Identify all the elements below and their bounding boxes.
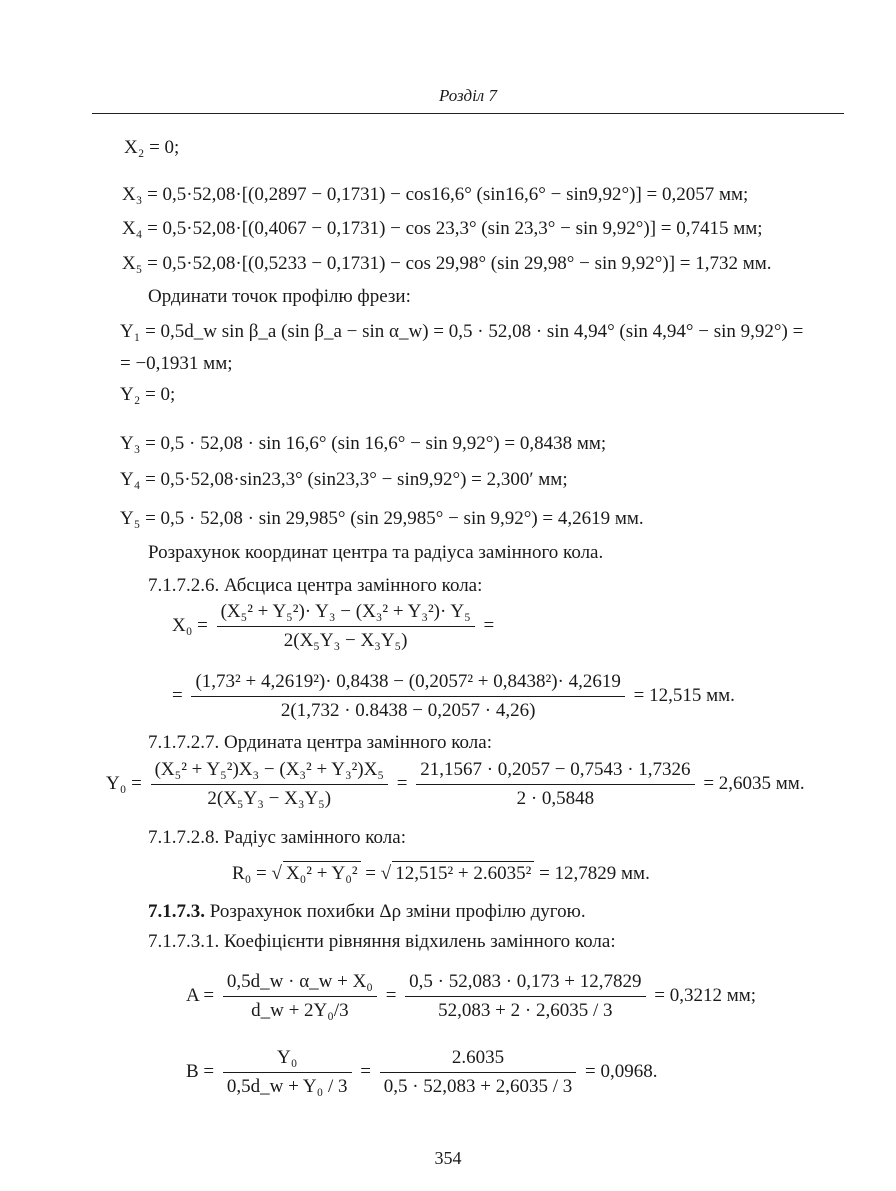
- eq-x5: X₅ = 0,5·52,08·[(0,5233 − 0,1731) − cos 29,98° (sin 29,98° − sin 9,92°)] = 1,732 мм.: [122, 253, 772, 274]
- eq-a: [186, 970, 756, 1023]
- x0b-result: = 12,515 мм.: [633, 684, 735, 706]
- running-header: Розділ 7: [439, 86, 497, 105]
- a-numerator-general: 0,5d_w · α_w + X₀: [223, 970, 377, 997]
- eq-y5: Y₅ = 0,5 · 52,08 · sin 29,985° (sin 29,985° − sin 9,92°) = 4,2619 мм.: [120, 508, 644, 529]
- r0-equals: =: [365, 863, 377, 884]
- r0-radicand-numeric: 12,515² + 2.6035²: [392, 861, 534, 886]
- eq-y3: Y₃ = 0,5 · 52,08 · sin 16,6° (sin 16,6° − sin 9,92°) = 0,8438 мм;: [120, 433, 607, 454]
- a-fraction-general: [223, 970, 377, 1023]
- eq-x0-numeric: [172, 670, 735, 723]
- eq-y2: Y₂ = 0;: [120, 384, 176, 405]
- section-7-1-7-3-title: Розрахунок похибки Δρ зміни профілю дугою.: [205, 901, 586, 922]
- section-7-1-7-2-8: 7.1.7.2.8. Радіус замінного кола:: [148, 827, 406, 848]
- eq-x3: X₃ = 0,5·52,08·[(0,2897 − 0,1731) − cos16,6° (sin16,6° − sin9,92°)] = 0,2057 мм;: [122, 184, 749, 205]
- y0-fraction-general: [151, 758, 388, 811]
- eq-x4: X₄ = 0,5·52,08·[(0,4067 − 0,1731) − cos 23,3° (sin 23,3° − sin 9,92°)] = 0,7415 мм;: [122, 218, 763, 239]
- b-lhs: B =: [186, 1060, 215, 1082]
- x0-fraction: [217, 600, 475, 653]
- b-denominator-general: 0,5d_w + Y₀ / 3: [226, 1076, 348, 1097]
- eq-x0-general: [172, 600, 494, 653]
- eq-x2: X₂ = 0;: [124, 137, 180, 158]
- y0-numerator-general: (X₅² + Y₅²)X₃ − (X₃² + Y₃²)X₅: [151, 758, 388, 785]
- y0-denominator-general: 2(X₅Y₃ − X₃Y₅): [207, 788, 332, 809]
- text-calc-center: Розрахунок координат центра та радіуса замінного кола.: [148, 542, 604, 563]
- a-lhs: A =: [186, 984, 215, 1006]
- page-number: 354: [434, 1148, 462, 1168]
- y0-denominator-numeric: 2 · 0,5848: [516, 788, 595, 809]
- x0-denominator: 2(X₅Y₃ − X₃Y₅): [283, 630, 408, 651]
- y0-result: = 2,6035 мм.: [703, 772, 805, 794]
- eq-b: [186, 1046, 658, 1099]
- eq-y1-line2: = −0,1931 мм;: [120, 353, 233, 374]
- x0-tail: =: [483, 614, 495, 636]
- y0-equals: =: [396, 772, 408, 794]
- a-equals: =: [385, 984, 397, 1006]
- a-result: = 0,3212 мм;: [654, 984, 757, 1006]
- x0-numerator: (X₅² + Y₅²)· Y₃ − (X₃² + Y₃²)· Y₅: [217, 600, 475, 627]
- x0b-numerator: (1,73² + 4,2619²)· 0,8438 − (0,2057² + 0,8438²)· 4,2619: [191, 670, 624, 697]
- r0-lhs: R₀ =: [232, 863, 267, 884]
- header-rule: [92, 113, 844, 114]
- eq-y4: Y₄ = 0,5·52,08·sin23,3° (sin23,3° − sin9,92°) = 2,300′ мм;: [120, 469, 568, 490]
- a-denominator-general: d_w + 2Y₀/3: [251, 1000, 349, 1021]
- b-numerator-numeric: 2.6035: [380, 1046, 577, 1073]
- section-7-1-7-2-7: 7.1.7.2.7. Ордината центра замінного кола:: [148, 732, 492, 753]
- y0-fraction-numeric: [416, 758, 694, 811]
- b-result: = 0,0968.: [585, 1060, 658, 1082]
- a-numerator-numeric: 0,5 · 52,083 · 0,173 + 12,7829: [405, 970, 645, 997]
- section-7-1-7-3-1: 7.1.7.3.1. Коефіцієнти рівняння відхилень замінного кола:: [148, 931, 616, 952]
- x0b-fraction: [191, 670, 624, 723]
- r0-radicand-general: X₀² + Y₀²: [283, 861, 361, 886]
- x0-lhs: X₀ =: [172, 614, 208, 636]
- section-7-1-7-2-6: 7.1.7.2.6. Абсциса центра замінного кола:: [148, 575, 483, 596]
- eq-y0: [106, 758, 805, 811]
- r0-result: = 12,7829 мм.: [539, 863, 650, 884]
- x0b-denominator: 2(1,732 · 0.8438 − 0,2057 · 4,26): [280, 700, 536, 721]
- b-equals: =: [360, 1060, 371, 1082]
- text-ordinates: Ординати точок профілю фрези:: [148, 286, 411, 307]
- b-numerator-general: Y₀: [223, 1046, 352, 1073]
- a-fraction-numeric: [405, 970, 645, 1023]
- eq-y1-line1: Y₁ = 0,5d_w sin β_a (sin β_a − sin α_w) = 0,5 · 52,08 · sin 4,94° (sin 4,94° − sin 9,92°) =: [120, 321, 804, 342]
- eq-r0: [232, 861, 650, 886]
- x0b-lhs: =: [172, 684, 183, 706]
- y0-numerator-numeric: 21,1567 · 0,2057 − 0,7543 · 1,7326: [416, 758, 694, 785]
- b-fraction-numeric: [380, 1046, 577, 1099]
- a-denominator-numeric: 52,083 + 2 · 2,6035 / 3: [438, 1000, 613, 1021]
- section-7-1-7-3-number: 7.1.7.3.: [148, 901, 205, 922]
- b-fraction-general: [223, 1046, 352, 1099]
- sqrt-sign-icon: √: [380, 863, 392, 884]
- y0-lhs: Y₀ =: [106, 772, 142, 794]
- section-7-1-7-3: [148, 900, 586, 924]
- b-denominator-numeric: 0,5 · 52,083 + 2,6035 / 3: [383, 1076, 573, 1097]
- sqrt-sign-icon: √: [271, 863, 282, 884]
